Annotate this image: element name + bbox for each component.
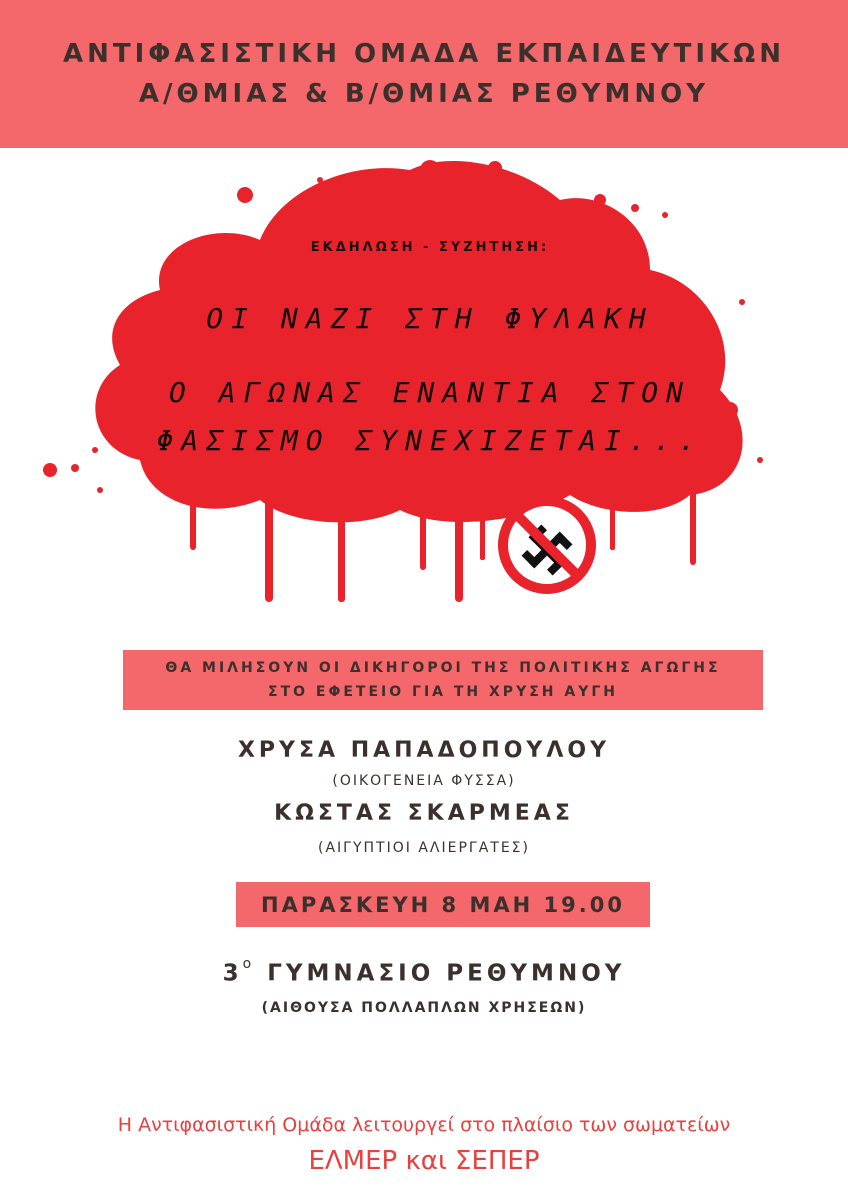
event-title-line-1: ΟΙ ΝΑΖΙ ΣΤΗ ΦΥΛΑΚΗ bbox=[206, 302, 654, 335]
venue-school: ΓΥΜΝΑΣΙΟ ΡΕΘΥΜΝΟΥ bbox=[267, 960, 626, 987]
speakers-intro-line-1: ΘΑ ΜΙΛΗΣΟΥΝ ΟΙ ΔΙΚΗΓΟΡΟΙ ΤΗΣ ΠΟΛΙΤΙΚΗΣ ΑΓΩΓΗΣ bbox=[165, 660, 721, 676]
footer-note: Η Αντιφασιστική Ομάδα λειτουργεί στο πλαίσιο των σωματείων bbox=[117, 1114, 731, 1136]
event-date: ΠΑΡΑΣΚΕΥΗ 8 ΜΑΗ 19.00 bbox=[261, 892, 625, 917]
speakers-intro-banner bbox=[123, 650, 763, 710]
anti-swastika-icon bbox=[503, 501, 591, 589]
speaker-affiliation: (ΟΙΚΟΓΕΝΕΙΑ ΦΥΣΣΑ) bbox=[332, 773, 516, 789]
speaker-name: ΧΡΥΣΑ ΠΑΠΑΔΟΠΟΥΛΟΥ bbox=[237, 738, 611, 763]
speakers-intro-line-2: ΣΤΟ ΕΦΕΤΕΙΟ ΓΙΑ ΤΗ ΧΡΥΣΗ ΑΥΓΗ bbox=[268, 684, 618, 700]
speaker-name: ΚΩΣΤΑΣ ΣΚΑΡΜΕΑΣ bbox=[274, 801, 574, 826]
event-type-label: ΕΚΔΗΛΩΣΗ - ΣΥΖΗΤΗΣΗ: bbox=[310, 240, 550, 255]
footer-unions: ΕΛΜΕΡ και ΣΕΠΕΡ bbox=[308, 1146, 540, 1176]
header-line-2: Α/ΘΜΙΑΣ & Β/ΘΜΙΑΣ ΡΕΘΥΜΝΟΥ bbox=[138, 79, 710, 109]
venue-room: (ΑΙΘΟΥΣΑ ΠΟΛΛΑΠΛΩΝ ΧΡΗΣΕΩΝ) bbox=[261, 1000, 587, 1016]
header-line-1: ΑΝΤΙΦΑΣΙΣΤΙΚΗ ΟΜΑΔΑ ΕΚΠΑΙΔΕΥΤΙΚΩΝ bbox=[62, 39, 786, 69]
event-title-line-2: Ο ΑΓΩΝΑΣ ΕΝΑΝΤΙΑ ΣΤΟΝ bbox=[168, 376, 691, 409]
header-banner bbox=[0, 0, 848, 148]
speaker-affiliation: (ΑΙΓΥΠΤΙΟΙ ΑΛΙΕΡΓΑΤΕΣ) bbox=[318, 840, 530, 856]
venue-name bbox=[0, 956, 848, 987]
event-date-banner bbox=[236, 882, 650, 927]
venue-ordinal: ο bbox=[242, 956, 256, 972]
venue-number: 3 bbox=[222, 960, 243, 987]
event-title-line-3: ΦΑΣΙΣΜΟ ΣΥΝΕΧΙΖΕΤΑΙ... bbox=[156, 424, 704, 457]
